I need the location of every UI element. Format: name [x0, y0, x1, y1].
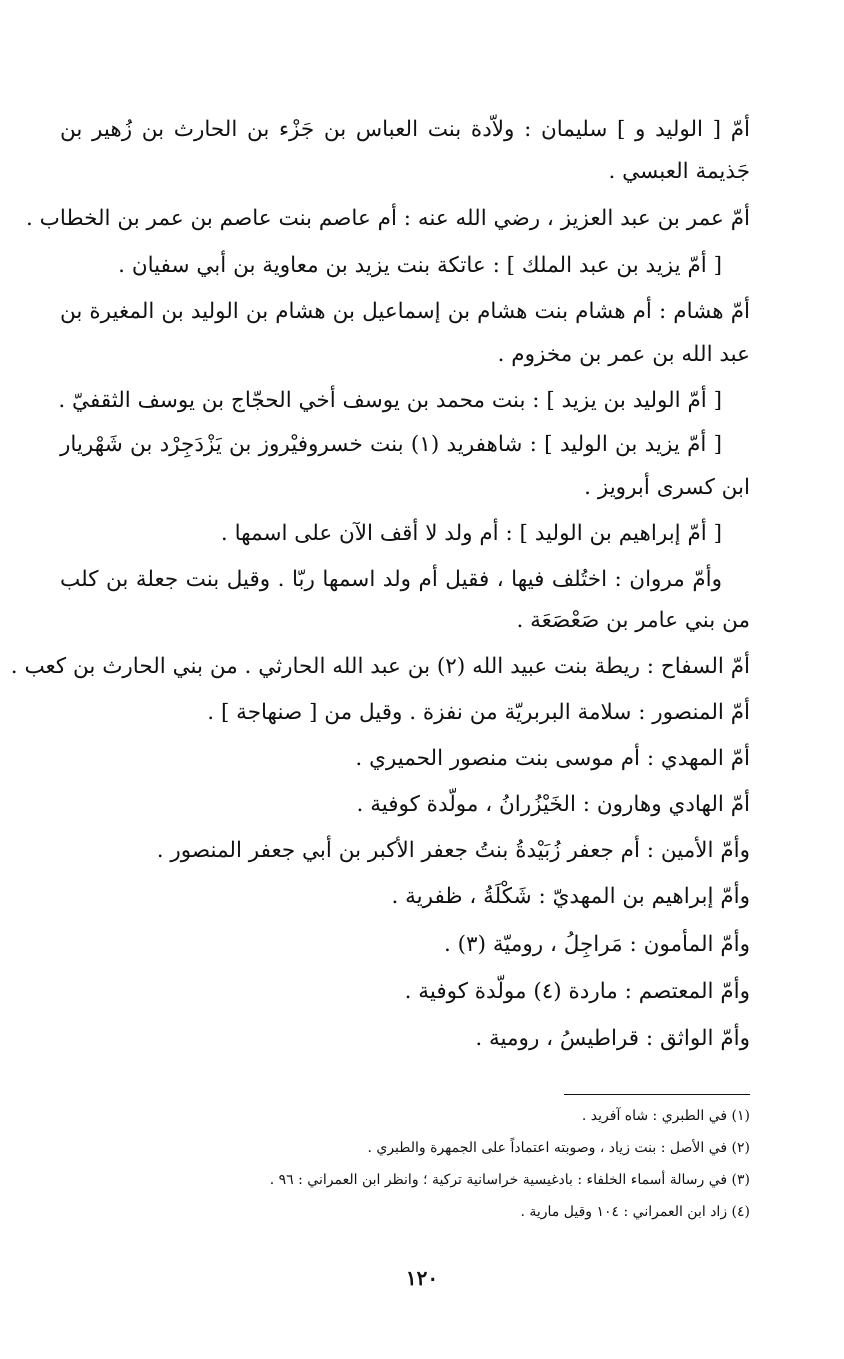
body-line: وأمّ إبراهيم بن المهديّ : شَكْلَةُ ، ظفرية . — [391, 884, 750, 909]
body-line: عبد الله بن عمر بن مخزوم . — [497, 342, 750, 367]
page-number: ١٢٠ — [405, 1266, 439, 1290]
footnote: (٤) زاد ابن العمراني : ١٠٤ وقيل مارية . — [520, 1204, 750, 1220]
body-line: جَذيمة العبسي . — [608, 159, 750, 184]
body-line: أمّ [ الوليد و ] سليمان : ولاّدة بنت العباس بن جَزْء بن الحارث بن زُهير بن — [60, 117, 750, 142]
footnote: (٢) في الأصل : بنت زياد ، وصوبته اعتماداً على الجمهرة والطبري . — [367, 1140, 750, 1156]
body-line: [ أمّ الوليد بن يزيد ] : بنت محمد بن يوسف أخي الحجّاج بن يوسف الثقفيّ . — [58, 388, 722, 413]
body-line: [ أمّ يزيد بن عبد الملك ] : عاتكة بنت يزيد بن معاوية بن أبي سفيان . — [118, 253, 722, 278]
footnote: (٣) في رسالة أسماء الخلفاء : بادغيسية خراسانية تركية ؛ وانظر ابن العمراني : ٩٦ . — [269, 1172, 750, 1188]
footnote-separator — [564, 1094, 750, 1095]
body-line: وأمّ مروان : اختُلف فيها ، فقيل أم ولد اسمها ربّا . وقيل بنت جعلة بن كلب — [60, 567, 722, 592]
body-line: وأمّ الواثق : قراطيسُ ، رومية . — [475, 1026, 750, 1051]
body-line: أمّ الهادي وهارون : الخَيْزُرانُ ، مولّدة كوفية . — [356, 792, 750, 817]
body-line: [ أمّ إبراهيم بن الوليد ] : أم ولد لا أقف الآن على اسمها . — [220, 521, 722, 546]
body-line: وأمّ المعتصم : ماردة (٤) مولّدة كوفية . — [404, 979, 750, 1004]
body-line: وأمّ المأمون : مَراجِلُ ، روميّة (٣) . — [443, 932, 750, 957]
body-line: ابن كسرى أبرويز . — [584, 475, 750, 500]
body-line: أمّ المنصور : سلامة البربريّة من نفزة . وقيل من [ صنهاجة ] . — [207, 700, 750, 725]
body-line: من بني عامر بن صَعْصَعَة . — [516, 608, 750, 633]
body-line: [ أمّ يزيد بن الوليد ] : شاهفريد (١) بنت خسروفيْروز بن يَزْدَجِرْد بن شَهْريار — [60, 432, 723, 457]
body-line: أمّ عمر بن عبد العزيز ، رضي الله عنه : أم عاصم بنت عاصم بن عمر بن الخطاب . — [26, 206, 750, 231]
body-line: أمّ هشام : أم هشام بنت هشام بن إسماعيل بن هشام بن الوليد بن المغيرة بن — [60, 299, 750, 324]
body-line: وأمّ الأمين : أم جعفر زُبَيْدةُ بنتُ جعفر الأكبر بن أبي جعفر المنصور . — [156, 838, 750, 863]
body-line: أمّ السفاح : ريطة بنت عبيد الله (٢) بن عبد الله الحارثي . من بني الحارث بن كعب . — [10, 654, 750, 679]
body-line: أمّ المهدي : أم موسى بنت منصور الحميري . — [355, 746, 750, 771]
footnote: (١) في الطبري : شاه آفريد . — [581, 1108, 750, 1124]
